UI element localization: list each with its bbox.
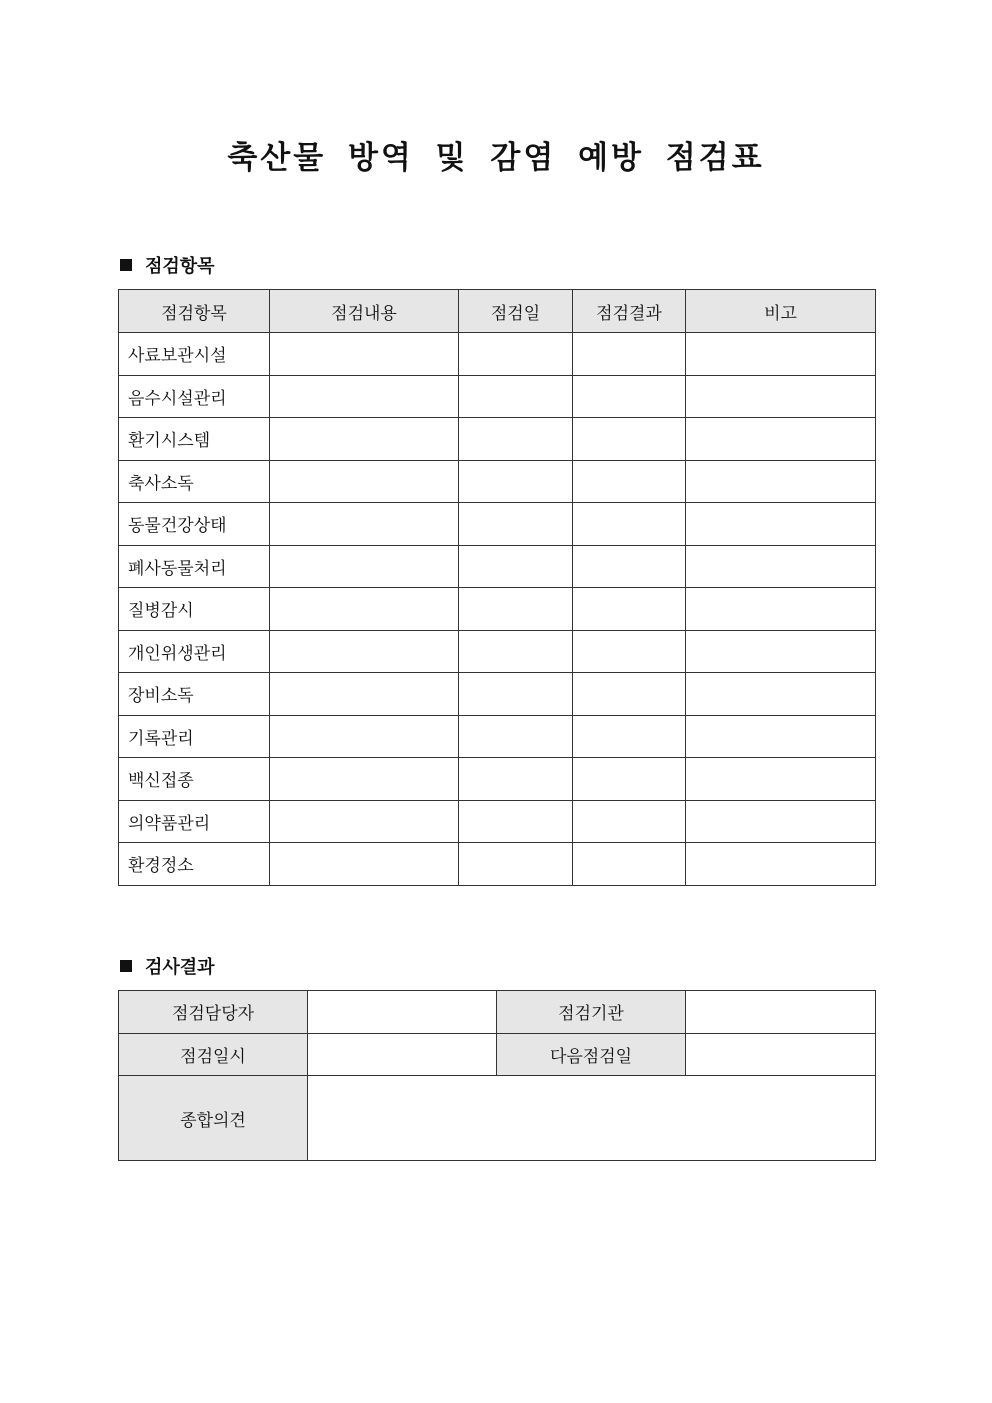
opinion-field[interactable] [308, 1076, 876, 1161]
column-header: 점검결과 [573, 290, 686, 333]
remarks-field[interactable] [686, 673, 876, 716]
result-field[interactable] [573, 375, 686, 418]
item-label: 백신접종 [119, 758, 270, 801]
result-field[interactable] [573, 588, 686, 631]
item-label: 폐사동물처리 [119, 545, 270, 588]
table-row [119, 715, 876, 758]
content-field[interactable] [270, 758, 459, 801]
item-label: 음수시설관리 [119, 375, 270, 418]
remarks-field[interactable] [686, 715, 876, 758]
item-label: 개인위생관리 [119, 630, 270, 673]
item-label: 의약품관리 [119, 800, 270, 843]
result-field[interactable] [573, 418, 686, 461]
date-field[interactable] [459, 460, 573, 503]
content-field[interactable] [270, 418, 459, 461]
remarks-field[interactable] [686, 630, 876, 673]
table-row [119, 545, 876, 588]
table-row [119, 843, 876, 886]
results-table [118, 990, 876, 1161]
remarks-field[interactable] [686, 460, 876, 503]
content-field[interactable] [270, 588, 459, 631]
table-row [119, 758, 876, 801]
table-row [119, 588, 876, 631]
content-field[interactable] [270, 460, 459, 503]
datetime-label: 점검일시 [119, 1033, 308, 1076]
date-field[interactable] [459, 758, 573, 801]
column-header: 점검항목 [119, 290, 270, 333]
remarks-field[interactable] [686, 418, 876, 461]
table-row [119, 1033, 876, 1076]
table-row [119, 375, 876, 418]
date-field[interactable] [459, 503, 573, 546]
date-field[interactable] [459, 333, 573, 376]
date-field[interactable] [459, 715, 573, 758]
remarks-field[interactable] [686, 545, 876, 588]
table-row [119, 333, 876, 376]
section-heading-label: 점검항목 [145, 256, 215, 277]
column-header: 점검일 [459, 290, 573, 333]
section-heading-checklist [120, 253, 215, 277]
content-field[interactable] [270, 630, 459, 673]
result-field[interactable] [573, 758, 686, 801]
table-row [119, 460, 876, 503]
column-header: 비고 [686, 290, 876, 333]
item-label: 환기시스템 [119, 418, 270, 461]
item-label: 기록관리 [119, 715, 270, 758]
next-date-field[interactable] [686, 1033, 876, 1076]
content-field[interactable] [270, 673, 459, 716]
content-field[interactable] [270, 503, 459, 546]
remarks-field[interactable] [686, 333, 876, 376]
content-field[interactable] [270, 545, 459, 588]
section-heading-results [120, 954, 215, 978]
date-field[interactable] [459, 800, 573, 843]
date-field[interactable] [459, 418, 573, 461]
result-field[interactable] [573, 800, 686, 843]
next-date-label: 다음점검일 [497, 1033, 686, 1076]
date-field[interactable] [459, 673, 573, 716]
table-row [119, 800, 876, 843]
content-field[interactable] [270, 333, 459, 376]
result-field[interactable] [573, 545, 686, 588]
table-row [119, 1076, 876, 1161]
date-field[interactable] [459, 545, 573, 588]
remarks-field[interactable] [686, 800, 876, 843]
table-row [119, 991, 876, 1034]
result-field[interactable] [573, 843, 686, 886]
datetime-field[interactable] [308, 1033, 497, 1076]
remarks-field[interactable] [686, 758, 876, 801]
agency-label: 점검기관 [497, 991, 686, 1034]
content-field[interactable] [270, 843, 459, 886]
section-heading-label: 검사결과 [145, 957, 215, 978]
result-field[interactable] [573, 715, 686, 758]
table-header-row [119, 290, 876, 333]
agency-field[interactable] [686, 991, 876, 1034]
page-title: 축산물 방역 및 감염 예방 점검표 [227, 140, 765, 176]
column-header: 점검내용 [270, 290, 459, 333]
date-field[interactable] [459, 843, 573, 886]
opinion-label: 종합의견 [119, 1076, 308, 1161]
table-row [119, 630, 876, 673]
remarks-field[interactable] [686, 588, 876, 631]
result-field[interactable] [573, 503, 686, 546]
result-field[interactable] [573, 630, 686, 673]
item-label: 환경정소 [119, 843, 270, 886]
content-field[interactable] [270, 715, 459, 758]
remarks-field[interactable] [686, 503, 876, 546]
inspector-field[interactable] [308, 991, 497, 1034]
table-row [119, 503, 876, 546]
date-field[interactable] [459, 630, 573, 673]
item-label: 축사소독 [119, 460, 270, 503]
item-label: 장비소독 [119, 673, 270, 716]
remarks-field[interactable] [686, 843, 876, 886]
item-label: 사료보관시설 [119, 333, 270, 376]
date-field[interactable] [459, 375, 573, 418]
content-field[interactable] [270, 375, 459, 418]
date-field[interactable] [459, 588, 573, 631]
item-label: 질병감시 [119, 588, 270, 631]
square-bullet-icon [120, 259, 132, 271]
table-row [119, 418, 876, 461]
item-label: 동물건강상태 [119, 503, 270, 546]
inspector-label: 점검담당자 [119, 991, 308, 1034]
checklist-table [118, 289, 876, 886]
content-field[interactable] [270, 800, 459, 843]
result-field[interactable] [573, 673, 686, 716]
table-row [119, 673, 876, 716]
result-field[interactable] [573, 460, 686, 503]
square-bullet-icon [120, 960, 132, 972]
remarks-field[interactable] [686, 375, 876, 418]
result-field[interactable] [573, 333, 686, 376]
